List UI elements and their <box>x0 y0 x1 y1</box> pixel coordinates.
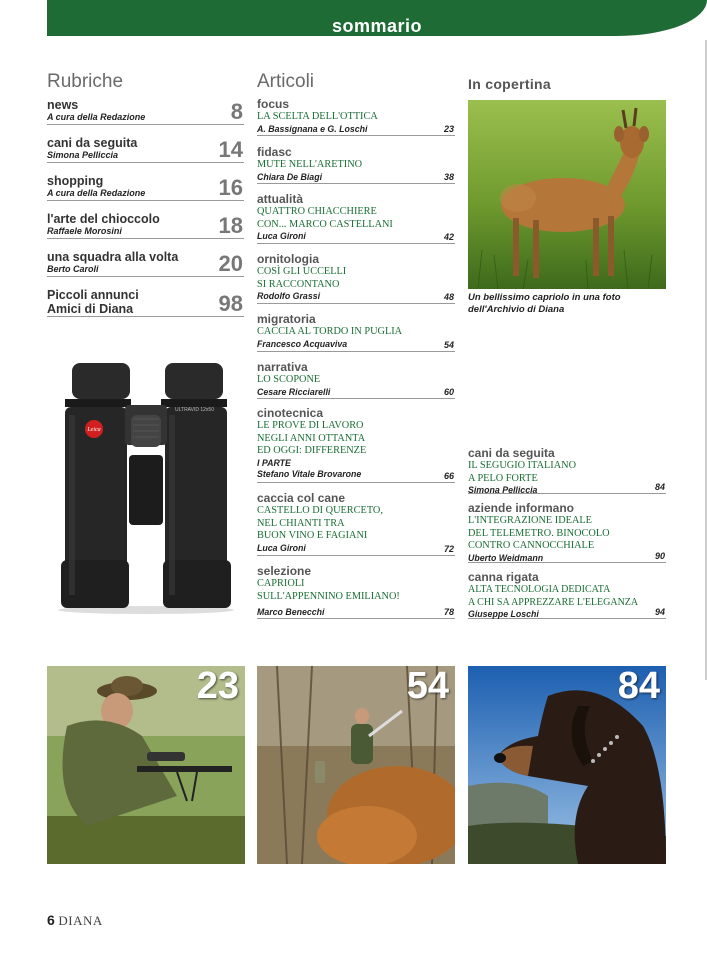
rubrica-item[interactable] <box>47 98 244 125</box>
cover-article-item[interactable] <box>468 502 666 563</box>
article-section: ornitologia <box>257 252 319 266</box>
page-footer <box>47 912 103 929</box>
binocular-model-label: ULTRAVID 12x50 <box>175 407 214 413</box>
article-author: Cesare Ricciarelli <box>257 386 331 397</box>
rubrica-author: Berto Caroli <box>47 264 99 274</box>
rubrica-page: 16 <box>218 175 243 200</box>
rubrica-title: cani da seguita <box>47 136 138 150</box>
article-section: aziende informano <box>468 501 575 515</box>
rubrica-page: 14 <box>218 137 243 162</box>
rubrica-author: A cura della Redazione <box>47 112 146 122</box>
article-headline: CASTELLO DI QUERCETO, NEL CHIANTI TRA BUON VINO E FAGIANI <box>257 505 383 542</box>
article-headline: COSÌ GLI UCCELLI SI RACCONTANO <box>257 266 347 290</box>
rubrica-title: l'arte del chioccolo <box>47 212 160 226</box>
thumbnail-number: 84 <box>617 666 660 707</box>
article-item[interactable] <box>257 146 455 184</box>
rubrica-page: 20 <box>218 251 243 276</box>
leica-logo: Leica <box>87 427 101 433</box>
thumbnail-84[interactable] <box>468 666 666 864</box>
article-section: selezione <box>257 564 312 578</box>
article-page: 48 <box>443 292 454 302</box>
articoli-heading: Articoli <box>257 71 315 92</box>
article-section: attualità <box>257 192 304 206</box>
rubrica-page: 8 <box>230 99 243 124</box>
article-headline: ALTA TECNOLOGIA DEDICATA A CHI SA APPREZZARE L'ELEGANZA <box>468 584 639 608</box>
article-item[interactable] <box>257 361 455 399</box>
rubrica-author: A cura della Redazione <box>47 188 146 198</box>
article-headline: IL SEGUGIO ITALIANO A PELO FORTE <box>468 460 577 484</box>
article-item[interactable] <box>257 193 455 244</box>
article-item[interactable] <box>257 565 455 619</box>
rubrica-author: Simona Pelliccia <box>47 150 119 160</box>
article-author: Simona Pelliccia <box>468 485 538 496</box>
article-headline: CAPRIOLI SULL'APPENNINO EMILIANO! <box>257 578 400 602</box>
header-banner <box>47 0 707 36</box>
article-page: 54 <box>443 340 454 350</box>
article-item[interactable] <box>257 313 455 352</box>
article-page: 38 <box>443 172 454 182</box>
rubrica-title: Piccoli annunci Amici di Diana <box>47 288 139 316</box>
article-author: Luca Gironi <box>257 542 306 553</box>
article-author: Rodolfo Grassi <box>257 291 321 302</box>
article-page: 60 <box>443 387 454 397</box>
article-headline: LO SCOPONE <box>257 374 321 385</box>
rubrica-page: 18 <box>218 213 243 238</box>
article-page: 42 <box>443 232 454 242</box>
rubrica-item[interactable] <box>47 212 244 239</box>
article-page: 94 <box>654 607 665 617</box>
article-item[interactable] <box>257 492 455 556</box>
article-item[interactable] <box>257 98 455 136</box>
article-author: A. Bassignana e G. Loschi <box>257 123 368 134</box>
article-author: Chiara De Biagi <box>257 171 323 182</box>
copertina-heading: In copertina <box>468 76 551 92</box>
article-headline: QUATTRO CHIACCHIERE CON... MARCO CASTELLANI <box>257 206 393 230</box>
article-author: Marco Benecchi <box>257 607 325 618</box>
rubrica-item[interactable] <box>47 250 244 277</box>
binocular-photo <box>47 355 245 615</box>
article-headline: L'INTEGRAZIONE IDEALE DEL TELEMETRO. BINOCOLO CONTRO CANNOCCHIALE <box>468 515 610 552</box>
article-page: 72 <box>443 544 454 554</box>
article-section: fidasc <box>257 145 292 159</box>
thumbnail-number: 23 <box>196 666 239 707</box>
thumbnail-54[interactable] <box>257 666 455 864</box>
article-page: 84 <box>654 482 665 492</box>
rubrica-title: una squadra alla volta <box>47 250 179 264</box>
article-headline: MUTE NELL'ARETINO <box>257 159 363 170</box>
cover-caption: Un bellissimo capriolo in una foto dell'Archivio di Diana <box>468 292 621 315</box>
thumbnail-number: 54 <box>406 666 449 707</box>
article-section: cani da seguita <box>468 446 555 460</box>
thumbnail-23[interactable] <box>47 666 245 864</box>
article-section: caccia col cane <box>257 491 346 505</box>
article-section: narrativa <box>257 360 308 374</box>
cover-article-item[interactable] <box>468 447 666 494</box>
article-author: Francesco Acquaviva <box>257 338 348 349</box>
article-item[interactable] <box>257 253 455 304</box>
article-author: Uberto Weidmann <box>468 552 544 563</box>
rubrica-title: news <box>47 98 79 112</box>
rubrica-item[interactable] <box>47 174 244 201</box>
article-author: I PARTE Stefano Vitale Brovarone <box>257 457 362 479</box>
cover-article-item[interactable] <box>468 571 666 619</box>
article-headline: LA SCELTA DELL'OTTICA <box>257 111 378 122</box>
article-section: migratoria <box>257 312 316 326</box>
page-number: 6 <box>47 912 55 928</box>
article-section: canna rigata <box>468 570 539 584</box>
article-page: 23 <box>443 124 454 134</box>
article-section: focus <box>257 97 290 111</box>
banner-title: sommario <box>331 16 423 36</box>
article-page: 78 <box>443 607 454 617</box>
article-author: Giuseppe Loschi <box>468 609 539 620</box>
article-section: cinotecnica <box>257 406 324 420</box>
article-headline: CACCIA AL TORDO IN PUGLIA <box>257 326 403 337</box>
rubrica-item[interactable] <box>47 136 244 163</box>
article-item[interactable] <box>257 407 455 483</box>
rubrica-item[interactable] <box>47 288 244 317</box>
article-page: 66 <box>443 471 454 481</box>
rubrica-title: shopping <box>47 174 104 188</box>
magazine-name: DIANA <box>58 913 103 928</box>
article-page: 90 <box>654 551 665 561</box>
cover-photo <box>468 100 666 289</box>
rubrica-page: 98 <box>218 291 243 316</box>
article-headline: LE PROVE DI LAVORO NEGLI ANNI OTTANTA ED OGGI: DIFFERENZE <box>257 420 367 457</box>
rubrica-author: Raffaele Morosini <box>47 226 122 236</box>
rubriche-heading: Rubriche <box>47 71 124 92</box>
article-author: Luca Gironi <box>257 231 306 242</box>
